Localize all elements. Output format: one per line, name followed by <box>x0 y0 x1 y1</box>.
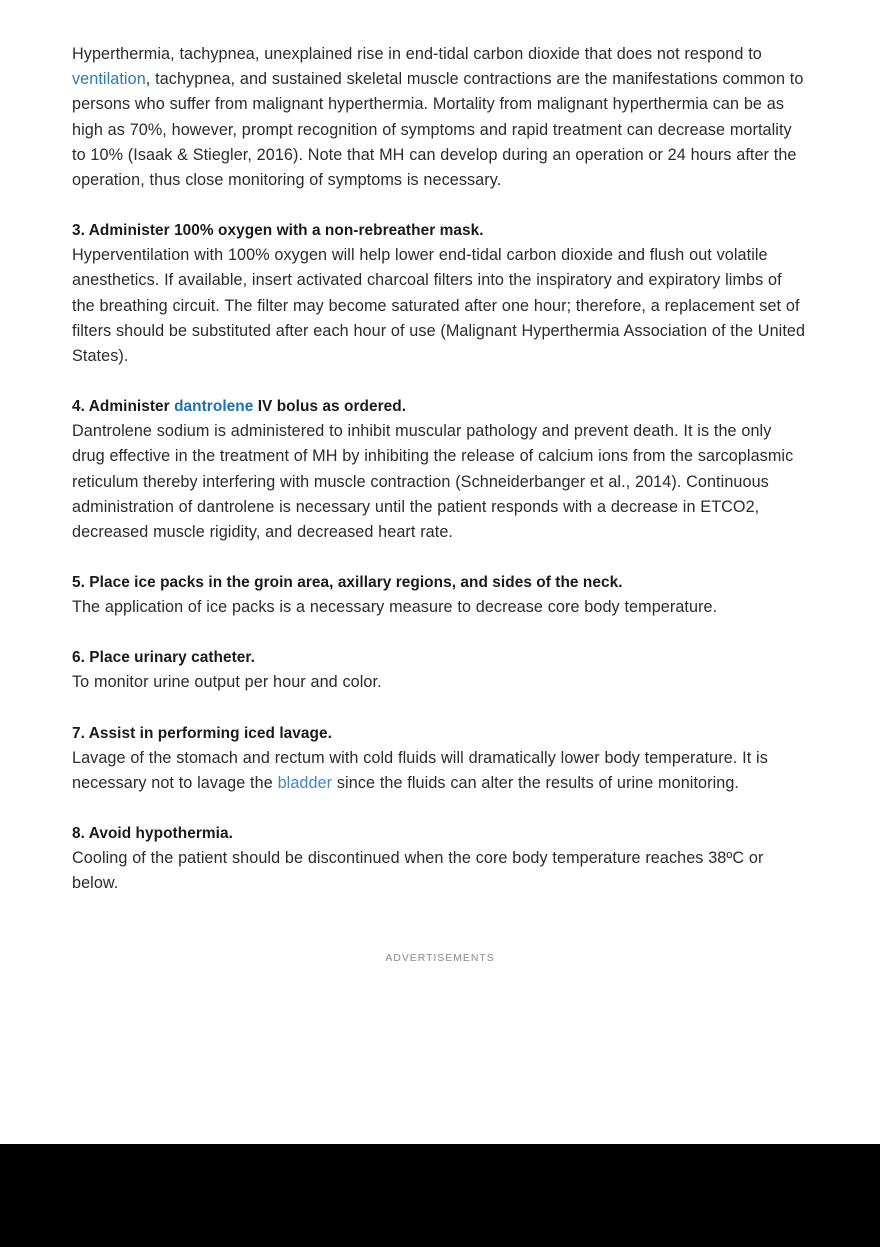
section-8-body <box>72 846 808 896</box>
section-7-body-text-after-link: since the fluids can alter the results of urine monitoring. <box>332 773 740 792</box>
section-7 <box>72 722 808 796</box>
section-4 <box>72 395 808 545</box>
section-8-body-text: Cooling of the patient should be discontinued when the core body temperature reaches 38ºC or below. <box>72 849 764 893</box>
section-4-body-text: Dantrolene sodium is administered to inhibit muscular pathology and prevent death. It is the only drug effective in the treatment of MH by inhibiting the release of calcium ions from the sarcoplasmic reticulum thereby interfering with muscle contraction (Schneiderbanger et al., 2014). Continuous administration of dantrolene is necessary until the patient responds with a decrease in ETCO2, decreased muscle rigidity, and decreased heart rate. <box>72 422 794 542</box>
section-8 <box>72 822 808 896</box>
intro-text-before-link: Hyperthermia, tachypnea, unexplained rise in end-tidal carbon dioxide that does not respond to <box>72 45 762 63</box>
bladder-link[interactable]: bladder <box>277 773 333 792</box>
section-5 <box>72 571 808 620</box>
section-8-heading-text: 8. Avoid hypothermia. <box>72 825 233 843</box>
dantrolene-link[interactable]: dantrolene <box>174 398 254 416</box>
section-4-heading-text-after-link: IV bolus as ordered. <box>253 398 407 416</box>
advertisements-label: ADVERTISEMENTS <box>385 952 495 964</box>
section-3-heading-text: 3. Administer 100% oxygen with a non-rebreather mask. <box>72 222 484 240</box>
section-3-body <box>72 243 808 369</box>
bottom-bar <box>0 1144 880 1247</box>
advertisement-slot[interactable] <box>140 978 740 1138</box>
section-5-heading <box>72 571 808 595</box>
section-7-body <box>72 746 808 796</box>
section-6-body <box>72 670 808 695</box>
section-4-body <box>72 419 808 545</box>
section-5-body-text: The application of ice packs is a necessary measure to decrease core body temperature. <box>72 598 718 617</box>
section-4-heading <box>72 395 808 419</box>
section-3-heading <box>72 219 808 243</box>
section-4-heading-text-before-link: 4. Administer <box>72 398 175 416</box>
section-5-heading-text: 5. Place ice packs in the groin area, axillary regions, and sides of the neck. <box>72 574 623 592</box>
article-content <box>72 42 808 896</box>
ventilation-link[interactable]: ventilation <box>72 70 146 89</box>
section-6-body-text: To monitor urine output per hour and color. <box>72 673 382 692</box>
section-5-body <box>72 595 808 620</box>
section-8-heading <box>72 822 808 846</box>
section-3 <box>72 219 808 369</box>
section-6-heading-text: 6. Place urinary catheter. <box>72 649 255 667</box>
section-3-body-text: Hyperventilation with 100% oxygen will help lower end-tidal carbon dioxide and flush out volatile anesthetics. If available, insert activated charcoal filters into the inspiratory and expiratory limbs of the breathing circuit. The filter may become saturated after one hour; therefore, a replacement set of filters should be substituted after each hour of use (Malignant Hyperthermia Association of the United States). <box>72 246 806 366</box>
section-6 <box>72 646 808 695</box>
section-7-body-text-before-link: Lavage of the stomach and rectum with cold fluids will dramatically lower body temperature. It is necessary not to lavage the <box>72 748 768 792</box>
intro-paragraph <box>72 42 808 193</box>
section-6-heading <box>72 646 808 670</box>
section-7-heading <box>72 722 808 746</box>
intro-text-after-link: , tachypnea, and sustained skeletal muscle contractions are the manifestations common to persons who suffer from malignant hyperthermia. Mortality from malignant hyperthermia can be as high as 70%, however, prompt recognition of symptoms and rapid treatment can decrease mortality to 10% (Isaak & Stiegler, 2016). Note that MH can develop during an operation or 24 hours after the operation, thus close monitoring of symptoms is necessary. <box>72 70 804 190</box>
section-7-heading-text: 7. Assist in performing iced lavage. <box>72 724 332 742</box>
